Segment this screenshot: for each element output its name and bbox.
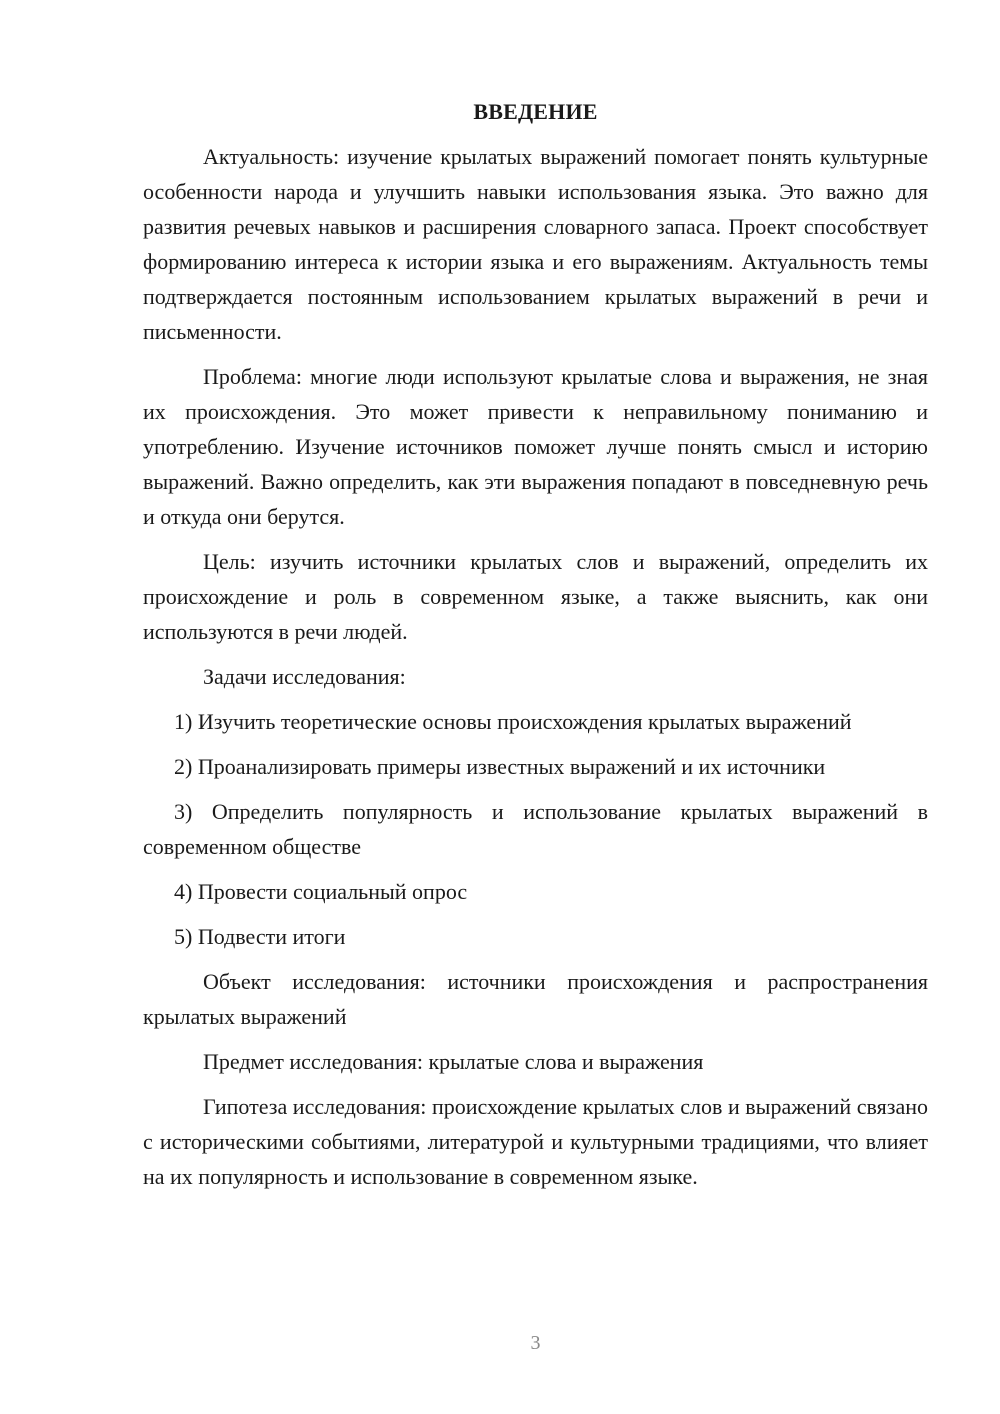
task-item-2: 2) Проанализировать примеры известных выражений и их источники [174,754,826,779]
task-item-3: 3) Определить популярность и использование крылатых выражений в современном обществе [143,799,928,859]
paragraph-subject: Предмет исследования: крылатые слова и выражения [203,1049,704,1074]
paragraph-hypothesis: Гипотеза исследования: происхождение крылатых слов и выражений связано с историческими событиями, литературой и культурными традициями, что влияет на их популярность и использование в современном языке. [143,1094,928,1189]
task-item-4: 4) Провести социальный опрос [174,879,468,904]
task-item-5: 5) Подвести итоги [174,924,346,949]
paragraph-goal: Цель: изучить источники крылатых слов и выражений, определить их происхождение и роль в современном языке, а также выяснить, как они используются в речи людей. [143,549,928,644]
paragraph-problem: Проблема: многие люди используют крылатые слова и выражения, не зная их происхождения. Это может привести к неправильному пониманию и употреблению. Изучение источников поможет лучше понять смысл и историю выражений. Важно определить, как эти выражения попадают в повседневную речь и откуда они берутся. [143,364,928,529]
page-content [143,94,928,1204]
page-number: 3 [530,1332,541,1354]
paragraph-relevance: Актуальность: изучение крылатых выражений помогает понять культурные особенности народа и улучшить навыки использования языка. Это важно для развития речевых навыков и расширения словарного запаса. Проект способствует формированию интереса к истории языка и его выражениям. Актуальность темы подтверждается постоянным использованием крылатых выражений в речи и письменности. [143,144,928,344]
section-title: ВВЕДЕНИЕ [473,99,598,124]
task-item-1: 1) Изучить теоретические основы происхождения крылатых выражений [174,709,852,734]
paragraph-object: Объект исследования: источники происхождения и распространения крылатых выражений [143,969,928,1029]
paragraph-tasks-heading: Задачи исследования: [203,664,406,689]
